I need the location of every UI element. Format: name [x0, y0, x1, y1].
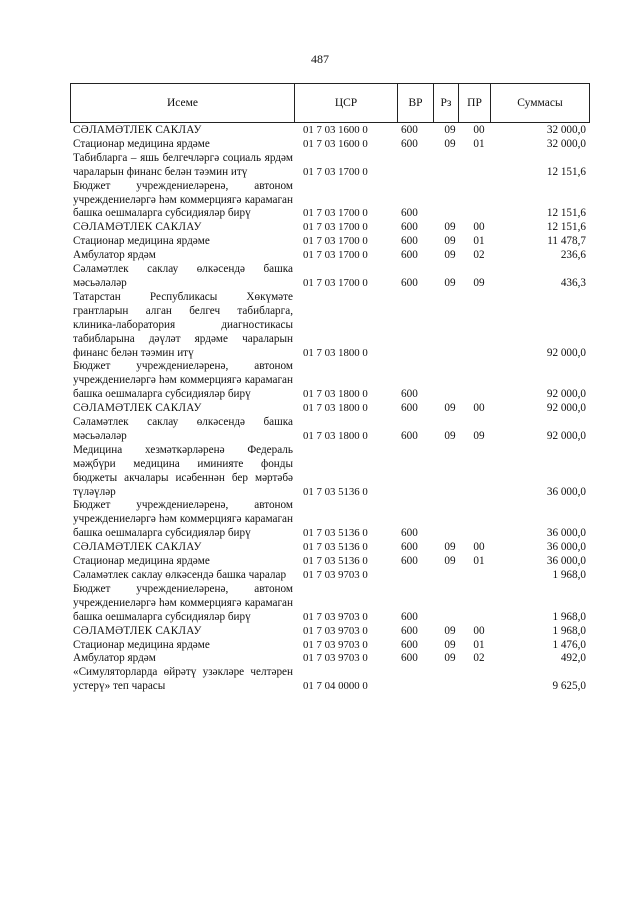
- table-row: [0, 569, 640, 583]
- row-name: Бюджет учреждениеләренә, автоном учреждениеләргә һәм коммерциягә карамаган башка оешмаларга субсидияләр бирү: [73, 499, 293, 540]
- row-csr: 01 7 03 1800 0: [303, 388, 368, 401]
- row-name: Бюджет учреждениеләренә, автоном учреждениеләргә һәм коммерциягә карамаган башка оешмаларга субсидияләр бирү: [73, 582, 293, 623]
- table-row: [0, 666, 640, 694]
- row-pr: 09: [473, 276, 485, 289]
- row-name: СӘЛАМӘТЛЕК САКЛАУ: [73, 624, 202, 637]
- row-csr: 01 7 03 1700 0: [303, 276, 368, 289]
- row-name: Сәламәтлек саклау өлкәсендә башка чаралар: [73, 569, 287, 581]
- row-sum: 1 476,0: [552, 638, 586, 651]
- row-sum: 92 000,0: [546, 346, 586, 359]
- row-csr: 01 7 03 1800 0: [303, 429, 368, 442]
- row-sum: 32 000,0: [546, 124, 586, 136]
- row-sum: 436,3: [560, 276, 586, 289]
- table-row: [0, 152, 640, 180]
- row-sum: 1 968,0: [552, 610, 586, 623]
- row-pr: 01: [473, 555, 485, 568]
- row-sum: 36 000,0: [546, 541, 586, 554]
- table-row: [0, 555, 640, 569]
- row-sum: 92 000,0: [546, 429, 586, 442]
- row-pr: 01: [473, 137, 485, 150]
- table-row: [0, 402, 640, 416]
- row-csr: 01 7 03 9703 0: [303, 652, 368, 665]
- row-csr: 01 7 03 9703 0: [303, 638, 368, 651]
- row-vr: 600: [401, 429, 418, 442]
- row-name: Амбулатор ярдәм: [73, 249, 156, 262]
- row-name: Татарстан Республикасы Хөкүмәте грантларын алган белгеч табибларга, клиника-лаборатория диагностикасы табибларына дәүләт ярдәме чараларын финанс белән тәэмин итү: [73, 290, 293, 359]
- row-pr: 02: [473, 249, 485, 262]
- table-row: [0, 291, 640, 361]
- row-pr: 00: [473, 221, 485, 234]
- row-rz: 09: [444, 541, 456, 554]
- row-name: СӘЛАМӘТЛЕК САКЛАУ: [73, 402, 202, 415]
- row-csr: 01 7 03 1600 0: [303, 137, 368, 150]
- row-name: Стационар медицина ярдәме: [73, 638, 210, 651]
- row-sum: 11 478,7: [547, 235, 586, 248]
- row-vr: 600: [401, 527, 418, 540]
- row-rz: 09: [444, 402, 456, 415]
- row-csr: 01 7 03 5136 0: [303, 527, 368, 540]
- row-vr: 600: [401, 555, 418, 568]
- row-csr: 01 7 03 1800 0: [303, 346, 368, 359]
- row-name: СӘЛАМӘТЛЕК САКЛАУ: [73, 124, 202, 136]
- row-vr: 600: [401, 235, 418, 248]
- row-rz: 09: [444, 249, 456, 262]
- row-name: Стационар медицина ярдәме: [73, 555, 210, 568]
- row-pr: 00: [473, 402, 485, 415]
- row-csr: 01 7 04 0000 0: [303, 680, 368, 693]
- column-header-pr: ПР: [459, 84, 491, 122]
- row-pr: 01: [473, 638, 485, 651]
- column-header-rz: Рз: [434, 84, 459, 122]
- row-pr: 09: [473, 429, 485, 442]
- row-sum: 36 000,0: [546, 555, 586, 568]
- row-vr: 600: [401, 402, 418, 415]
- row-name: Табибларга – яшь белгечләргә социаль ярдәм чараларын финанс белән тәэмин итү: [73, 151, 293, 178]
- row-sum: 236,6: [560, 249, 586, 262]
- row-name: Стационар медицина ярдәме: [73, 137, 210, 150]
- row-name: Медицина хезмәткәрләренә Федераль мәҗбүри медицина иминияте фонды бюджеты акчалары исәбеннән бер мәртәбә түләүләр: [73, 443, 293, 498]
- row-sum: 92 000,0: [546, 388, 586, 401]
- row-vr: 600: [401, 137, 418, 150]
- table-row: [0, 652, 640, 666]
- row-name: Бюджет учреждениеләренә, автоном учреждениеләргә һәм коммерциягә карамаган башка оешмаларга субсидияләр бирү: [73, 179, 293, 220]
- row-name: Стационар медицина ярдәме: [73, 235, 210, 248]
- table-row: [0, 583, 640, 625]
- table-row: [0, 180, 640, 222]
- row-pr: 00: [473, 124, 485, 136]
- row-csr: 01 7 03 9703 0: [303, 569, 368, 581]
- row-csr: 01 7 03 5136 0: [303, 485, 368, 498]
- row-csr: 01 7 03 1700 0: [303, 221, 368, 234]
- row-csr: 01 7 03 5136 0: [303, 555, 368, 568]
- row-rz: 09: [444, 221, 456, 234]
- row-name: Бюджет учреждениеләренә, автоном учреждениеләргә һәм коммерциягә карамаган башка оешмаларга субсидияләр бирү: [73, 360, 293, 401]
- row-name: СӘЛАМӘТЛЕК САКЛАУ: [73, 541, 202, 554]
- table-header: [70, 83, 590, 123]
- row-rz: 09: [444, 235, 456, 248]
- budget-table-body: [0, 124, 640, 694]
- column-header-csr: ЦСР: [295, 84, 398, 122]
- row-name: «Симуляторларда өйрәтү узәкләре челтәрен устерү» теп чарасы: [73, 666, 293, 693]
- table-row: [0, 639, 640, 653]
- row-vr: 600: [401, 249, 418, 262]
- row-sum: 9 625,0: [552, 680, 586, 693]
- row-sum: 12 151,6: [546, 165, 586, 178]
- row-pr: 01: [473, 235, 485, 248]
- row-pr: 00: [473, 624, 485, 637]
- row-name: Сәламәтлек саклау өлкәсендә башка мәсьәләләр: [73, 416, 293, 442]
- table-row: [0, 499, 640, 541]
- row-vr: 600: [401, 207, 418, 220]
- row-sum: 92 000,0: [546, 402, 586, 415]
- table-row: [0, 625, 640, 639]
- row-vr: 600: [401, 276, 418, 289]
- table-row: [0, 263, 640, 291]
- row-pr: 02: [473, 652, 485, 665]
- table-row: [0, 124, 640, 138]
- column-header-name: Исеме: [71, 84, 295, 122]
- table-row: [0, 541, 640, 555]
- row-csr: 01 7 03 9703 0: [303, 624, 368, 637]
- row-vr: 600: [401, 624, 418, 637]
- row-vr: 600: [401, 221, 418, 234]
- table-row: [0, 444, 640, 500]
- row-vr: 600: [401, 652, 418, 665]
- row-sum: 36 000,0: [546, 527, 586, 540]
- row-csr: 01 7 03 1700 0: [303, 249, 368, 262]
- row-rz: 09: [444, 429, 456, 442]
- table-row: [0, 138, 640, 152]
- row-rz: 09: [444, 555, 456, 568]
- row-sum: 12 151,6: [546, 207, 586, 220]
- row-sum: 32 000,0: [546, 137, 586, 150]
- row-sum: 1 968,0: [552, 624, 586, 637]
- row-csr: 01 7 03 1700 0: [303, 165, 368, 178]
- row-name: Сәламәтлек саклау өлкәсендә башка мәсьәләләр: [73, 263, 293, 289]
- column-header-sum: Суммасы: [517, 97, 563, 109]
- row-sum: 36 000,0: [546, 485, 586, 498]
- table-row: [0, 360, 640, 402]
- row-rz: 09: [444, 124, 456, 136]
- row-sum: 492,0: [560, 652, 586, 665]
- row-rz: 09: [444, 638, 456, 651]
- row-csr: 01 7 03 1600 0: [303, 124, 368, 136]
- row-vr: 600: [401, 541, 418, 554]
- table-row: [0, 221, 640, 235]
- row-vr: 600: [401, 388, 418, 401]
- row-csr: 01 7 03 1800 0: [303, 402, 368, 415]
- row-rz: 09: [444, 624, 456, 637]
- row-pr: 00: [473, 541, 485, 554]
- row-sum: 1 968,0: [552, 569, 586, 581]
- table-row: [0, 249, 640, 263]
- row-name: Амбулатор ярдәм: [73, 652, 156, 665]
- row-csr: 01 7 03 5136 0: [303, 541, 368, 554]
- row-rz: 09: [444, 652, 456, 665]
- row-vr: 600: [401, 124, 418, 136]
- row-name: СӘЛАМӘТЛЕК САКЛАУ: [73, 221, 202, 234]
- row-vr: 600: [401, 610, 418, 623]
- row-rz: 09: [444, 137, 456, 150]
- table-row: [0, 416, 640, 444]
- page-number: 487: [311, 52, 329, 66]
- column-header-vr: ВР: [398, 84, 434, 122]
- row-rz: 09: [444, 276, 456, 289]
- row-csr: 01 7 03 9703 0: [303, 610, 368, 623]
- row-sum: 12 151,6: [546, 221, 586, 234]
- row-csr: 01 7 03 1700 0: [303, 235, 368, 248]
- row-vr: 600: [401, 638, 418, 651]
- row-csr: 01 7 03 1700 0: [303, 207, 368, 220]
- table-row: [0, 235, 640, 249]
